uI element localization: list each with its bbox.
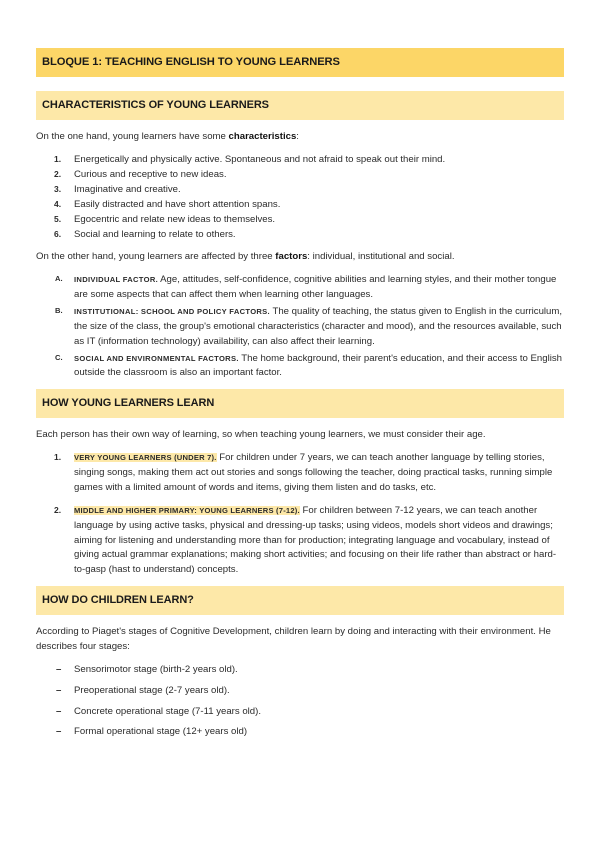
factor-label: INSTITUTIONAL: SCHOOL AND POLICY FACTORS. — [74, 307, 270, 316]
dash-bullet: – — [56, 705, 62, 717]
list-number: 6. — [54, 228, 62, 239]
factor-label: SOCIAL AND ENVIRONMENTAL FACTORS. — [74, 353, 239, 363]
piaget-intro: According to Piaget's stages of Cognitive Development, children learn by doing and interacting with their environment. He describes four stages: — [36, 626, 551, 652]
factor-text: The quality of teaching, the status given to English in the curriculum, the size of the class, the group's emotional characteristics (character and mood), and the resources available, such as IT (information technology) availability, can also affect their learning. — [74, 306, 563, 347]
list-item — [36, 725, 564, 740]
list-text: Social and learning to relate to others. — [74, 228, 236, 240]
factors-intro — [36, 250, 564, 265]
stage-text: Preoperational stage (2-7 years old). — [74, 684, 230, 696]
dash-bullet: – — [56, 726, 62, 738]
list-letter: B. — [55, 306, 63, 315]
age-groups-list — [36, 451, 564, 578]
intro-text: On the other hand, young learners are affected by three — [36, 251, 276, 263]
list-item — [36, 451, 564, 496]
list-number: 1. — [54, 452, 62, 463]
stage-text: Sensorimotor stage (birth-2 years old). — [74, 663, 238, 675]
keyword-characteristics: characteristics — [228, 131, 297, 143]
list-text: Imaginative and creative. — [74, 183, 181, 195]
list-text: Egocentric and relate new ideas to themselves. — [74, 213, 276, 225]
list-text: Easily distracted and have short attention spans. — [74, 198, 281, 210]
stage-text: Concrete operational stage (7-11 years old). — [74, 705, 262, 717]
list-number: 2. — [54, 504, 62, 515]
age-group-text: For children under 7 years, we can teach another language by telling stories, singing songs, making them act out stories and songs following the teacher, doing practical tasks, running simple games with a limited amount of words and items, giving them listen and do tasks, etc. — [74, 452, 553, 493]
list-item — [36, 228, 564, 243]
list-item — [36, 305, 564, 350]
list-item — [36, 663, 564, 678]
document-title-banner: BLOQUE 1: TEACHING ENGLISH TO YOUNG LEARNERS — [36, 48, 564, 77]
intro-text-end: : individual, institutional and social. — [307, 251, 455, 263]
keyword-factors: factors — [275, 251, 308, 263]
section-heading-characteristics: CHARACTERISTICS OF YOUNG LEARNERS — [36, 91, 564, 120]
list-item — [36, 684, 564, 699]
list-item — [36, 273, 564, 303]
list-item — [36, 183, 564, 198]
list-item — [36, 198, 564, 213]
factor-text: Age, attitudes, self-confidence, cognitive abilities and learning styles, and their mother tongue are some aspects that can affect them when learning other languages. — [74, 274, 557, 301]
section-heading-children-learn: HOW DO CHILDREN LEARN? — [36, 586, 564, 615]
age-group-text: For children between 7-12 years, we can teach another language by using active tasks, physical and dressing-up tasks; using videos, models short videos and drawings; aiming for listening and understanding more than for production; integrating language and vocabulary, instead of giving actual grammar explanations; making short activities; and focusing on their life rather than abstract or hard-to-gasp (hast to understand) concepts. — [74, 504, 557, 576]
how-learn-intro: Each person has their own way of learning, so when teaching young learners, we must consider their age. — [36, 429, 486, 441]
list-number: 5. — [54, 213, 62, 224]
list-number: 2. — [54, 169, 62, 180]
list-number: 3. — [54, 183, 62, 194]
piaget-stages-list — [36, 663, 564, 740]
age-group-label: MIDDLE AND HIGHER PRIMARY: YOUNG LEARNERS (7-12). — [74, 505, 300, 515]
list-item — [36, 504, 564, 578]
characteristics-list — [36, 153, 564, 242]
list-item — [36, 352, 564, 382]
age-group-label: VERY YOUNG LEARNERS (UNDER 7). — [74, 453, 217, 463]
list-item — [36, 153, 564, 168]
list-text: Curious and receptive to new ideas. — [74, 169, 227, 181]
list-item — [36, 168, 564, 183]
factor-label: INDIVIDUAL FACTOR. — [74, 275, 159, 285]
list-item — [36, 705, 564, 720]
list-item — [36, 213, 564, 228]
characteristics-intro — [36, 130, 564, 145]
dash-bullet: – — [56, 684, 62, 696]
intro-text: On the one hand, young learners have some — [36, 131, 229, 143]
list-number: 4. — [54, 198, 62, 209]
list-letter: A. — [55, 274, 63, 284]
list-number: 1. — [54, 154, 62, 165]
dash-bullet: – — [56, 663, 62, 675]
stage-text: Formal operational stage (12+ years old) — [74, 726, 248, 738]
section-heading-how-learn: HOW YOUNG LEARNERS LEARN — [36, 389, 564, 418]
list-text: Energetically and physically active. Spontaneous and not afraid to speak out their mind. — [74, 154, 446, 166]
factor-text: The home background, their parent's education, and their access to English outside the classroom is also an important factor. — [74, 352, 562, 379]
list-letter: C. — [55, 352, 63, 362]
factors-list — [36, 273, 564, 381]
intro-text-end: : — [296, 131, 299, 143]
